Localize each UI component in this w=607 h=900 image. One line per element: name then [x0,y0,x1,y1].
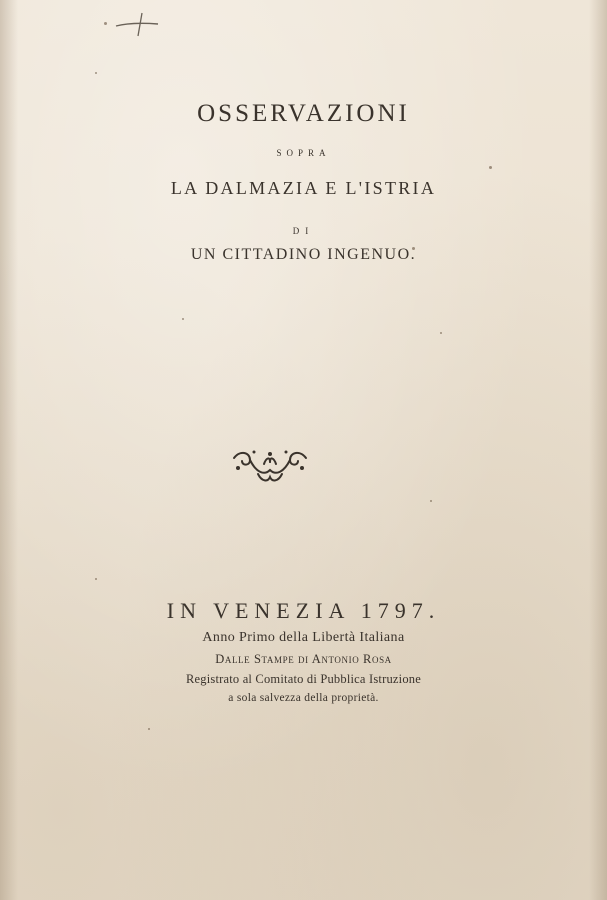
foxing-spot [95,578,97,580]
right-edge-shadow [589,0,607,900]
foxing-spot [95,72,97,74]
foxing-spot [489,166,492,169]
main-title: OSSERVAZIONI [197,100,410,127]
printer-ornament-icon [228,444,312,486]
author-line: UN CITTADINO INGENUO. [190,246,417,263]
imprint-anno: Anno Primo della Libertà Italiana [202,630,405,645]
foxing-spot [104,22,107,25]
foxing-spot [440,332,442,334]
foxing-spot [430,500,432,502]
imprint-note: a sola salvezza della proprietà. [228,692,379,704]
imprint-city-year: IN VENEZIA 1797. [166,598,441,623]
imprint-registration: Registrato al Comitato di Pubblica Istruzione [185,672,421,686]
foxing-spot [148,728,150,730]
connector-di: DI [292,226,315,236]
pencil-cross-mark [112,10,162,38]
left-edge-shadow [0,0,18,900]
foxing-spot [182,318,184,320]
connector-sopra: SOPRA [276,148,331,158]
imprint-printer: Dalle Stampe di Antonio Rosa [215,652,392,666]
subject-title: LA DALMAZIA E L'ISTRIA [170,178,437,198]
